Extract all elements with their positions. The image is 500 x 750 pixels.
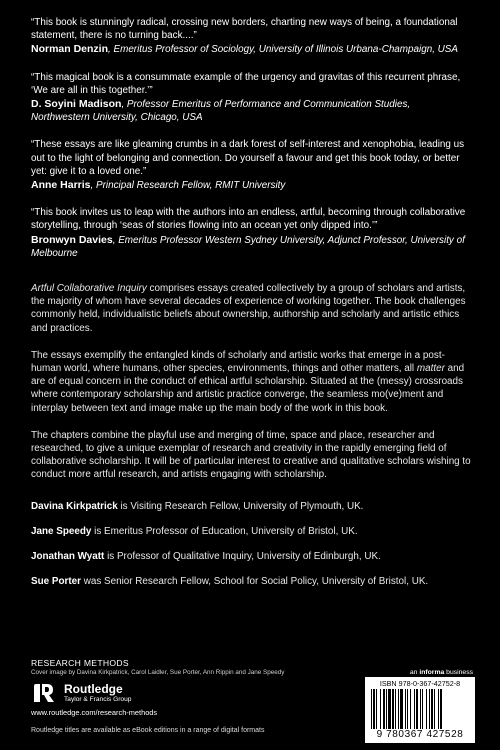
emphasis-text: matter [416, 363, 445, 375]
barcode-bar [376, 689, 377, 729]
book-title: Artful Collaborative Inquiry [31, 283, 147, 295]
barcode-bars-icon [371, 689, 469, 729]
barcode-bar [438, 689, 439, 729]
endorser-name: Norman Denzin [31, 43, 109, 56]
barcode-bar [410, 689, 411, 729]
author-bio [31, 500, 471, 513]
informa-prefix: an [409, 669, 420, 676]
author-name: Jane Speedy [31, 525, 92, 537]
barcode-bar [380, 689, 381, 729]
cover-credit: Cover image by Davina Kirkpatrick, Carol Laidler, Sue Porter, Ann Rippin and Jane Speedy [31, 669, 285, 676]
ebook-note: Routledge titles are available as eBook editions in a range of digital formats [31, 727, 265, 734]
barcode-bar [416, 689, 418, 729]
barcode-bar [386, 689, 387, 729]
author-name: Davina Kirkpatrick [31, 500, 118, 512]
barcode-bar [420, 689, 421, 729]
barcode-bar [400, 689, 403, 729]
series-label: RESEARCH METHODS [31, 658, 129, 668]
author-name: Sue Porter [31, 575, 81, 587]
endorser-name: Bronwyn Davies [31, 233, 113, 246]
description-text: The essays exemplify the entangled kinds of scholarly and artistic works that emerge in a post-human world, where humans, other species, environments, things and other matters, all [31, 349, 445, 375]
endorser-role: , Professor Emeritus of Performance and Communication Studies, Northwestern University, Chicago, USA [31, 99, 411, 124]
publisher-name: Routledge [64, 682, 123, 696]
description-text: and are of equal concern in the conduct of ethical artful scholarship. Situated at the (messy) crossroads where contemporary scholarship and artistic practice converge, the seamless mo(ve)ment and interplay between text and image make up the main body of the work in this book. [31, 363, 465, 414]
endorsement-3 [31, 138, 471, 192]
publisher-group: Taylor & Francis Group [64, 696, 132, 703]
author-affiliation: is Emeritus Professor of Education, University of Bristol, UK. [91, 525, 358, 537]
author-bio [31, 550, 471, 563]
endorsement-text: “This book is stunningly radical, crossing new borders, charting new ways of being, a foundational statement, there is no turning back....” [31, 17, 458, 42]
author-bio [31, 575, 471, 588]
barcode-bar [395, 689, 396, 729]
informa-suffix: business [444, 669, 473, 676]
author-name: Jonathan Wyatt [31, 550, 105, 562]
barcode-bar [392, 689, 394, 729]
barcode-bar [405, 689, 406, 729]
routledge-logo-icon [31, 682, 59, 704]
description-paragraph-1 [31, 282, 471, 335]
description-paragraph-2 [31, 349, 471, 415]
informa-business-label [363, 669, 473, 676]
barcode-bar [371, 689, 372, 729]
endorser-role: , Emeritus Professor Western Sydney University, Adjunct Professor, University of Melbourne [31, 234, 465, 259]
endorser-name: Anne Harris [31, 179, 91, 192]
endorser-name: D. Soyini Madison [31, 98, 122, 111]
author-affiliation: is Professor of Qualitative Inquiry, University of Edinburgh, UK. [104, 550, 381, 562]
informa-brand: informa [419, 669, 445, 676]
publisher-url[interactable]: www.routledge.com/research-methods [31, 708, 158, 717]
endorsement-text: “These essays are like gleaming crumbs in a dark forest of self-interest and xenophobia, leading us out to the light of belonging and connection. Do yourself a favour and get this book today, or better yet: give it to a loved one.” [31, 139, 465, 177]
author-affiliation: is Visiting Research Fellow, University of Plymouth, UK. [117, 500, 364, 512]
back-cover-content [31, 16, 471, 600]
endorsement-4 [31, 206, 471, 260]
endorsement-1 [31, 16, 471, 57]
description-paragraph-3: The chapters combine the playful use and merging of time, space and place, researcher and researched, to give a unique exemplar of research and creativity in the rapidly emerging field of collaborative scholarship. It will be of particular interest to creative and qualitative scholars wishing to conduct more artful research, and artists engaging with scholarship. [31, 429, 471, 481]
endorser-role: , Principal Research Fellow, RMIT University [90, 180, 286, 192]
author-affiliation: was Senior Research Fellow, School for Social Policy, University of Bristol, UK. [80, 575, 429, 587]
description-text: comprises essays created collectively by a group of scholars and artists, the majority of whom have several decades of experience of working together. The book challenges commonly held, individualistic beliefs about ownership, authorship and scholarly and artistic ethics and practices. [31, 283, 466, 334]
endorsement-text: “This book invites us to leap with the authors into an endless, artful, becoming through collaborative storytelling, through ‘seas of stories flowing into an ocean yet only dipped into.’” [31, 207, 466, 232]
barcode-bar [388, 689, 391, 729]
barcode-bar [398, 689, 399, 729]
barcode-bar [422, 689, 423, 729]
barcode-bar [383, 689, 385, 729]
barcode-bar [429, 689, 430, 729]
barcode-bar [407, 689, 408, 729]
barcode-digits: 9 780367 427528 [376, 729, 464, 740]
barcode-bar [373, 689, 375, 729]
endorsement-2 [31, 71, 471, 125]
endorsement-text: “This magical book is a consummate example of the urgency and gravitas of this recurrent phrase, ‘We are all in this together.’” [31, 71, 461, 96]
author-bio [31, 525, 471, 538]
barcode-bar [431, 689, 433, 729]
barcode-bar [440, 689, 442, 729]
barcode-bar [426, 689, 427, 729]
barcode-bar [414, 689, 415, 729]
isbn-text: ISBN 978-0-367-42752-8 [379, 679, 461, 688]
barcode [365, 677, 475, 743]
endorser-role: , Emeritus Professor of Sociology, University of Illinois Urbana-Champaign, USA [108, 44, 458, 56]
barcode-bar [434, 689, 435, 729]
